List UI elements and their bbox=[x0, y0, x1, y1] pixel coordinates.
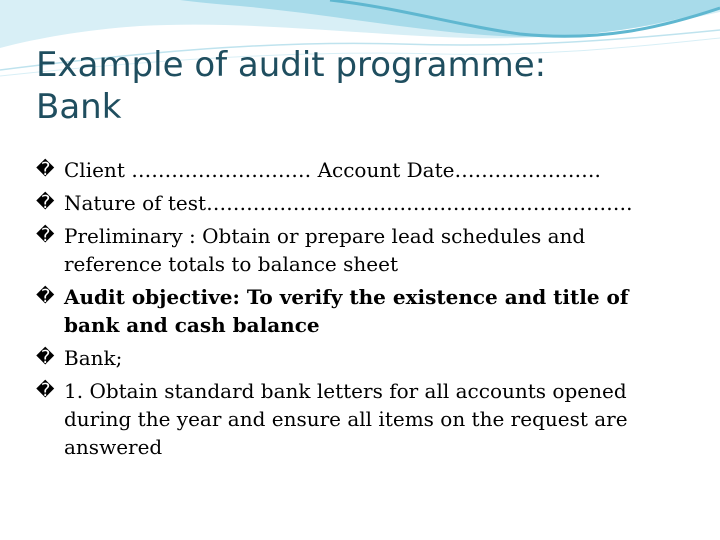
bullet-marker-icon: � bbox=[36, 192, 55, 213]
bullet-list bbox=[36, 156, 676, 466]
slide-title-line-2: Bank bbox=[36, 87, 122, 127]
bullet-text: Preliminary : Obtain or prepare lead schedules and reference totals to balance sheet bbox=[64, 224, 586, 276]
bullet-bank bbox=[36, 344, 676, 372]
slide-title-line-1: Example of audit programme: bbox=[36, 45, 547, 85]
bullet-text: Audit objective: To verify the existence and title of bank and cash balance bbox=[64, 285, 629, 337]
bullet-text: 1. Obtain standard bank letters for all accounts opened during the year and ensure all items on the request are answered bbox=[64, 379, 628, 459]
bullet-marker-icon: � bbox=[36, 380, 55, 401]
bullet-marker-icon: � bbox=[36, 225, 55, 246]
bullet-marker-icon: � bbox=[36, 347, 55, 368]
bullet-marker-icon: � bbox=[36, 286, 55, 307]
bullet-client bbox=[36, 156, 676, 184]
bullet-step-1 bbox=[36, 377, 676, 461]
bullet-nature-of-test bbox=[36, 189, 676, 217]
bullet-marker-icon: � bbox=[36, 159, 55, 180]
bullet-text: Nature of test………………………………………………………. bbox=[64, 191, 633, 215]
bullet-audit-objective bbox=[36, 283, 676, 339]
bullet-preliminary bbox=[36, 222, 676, 278]
bullet-text: Client ……………………… Account Date…………………. bbox=[64, 158, 601, 182]
bullet-text: Bank; bbox=[64, 346, 123, 370]
slide-title bbox=[36, 44, 676, 128]
